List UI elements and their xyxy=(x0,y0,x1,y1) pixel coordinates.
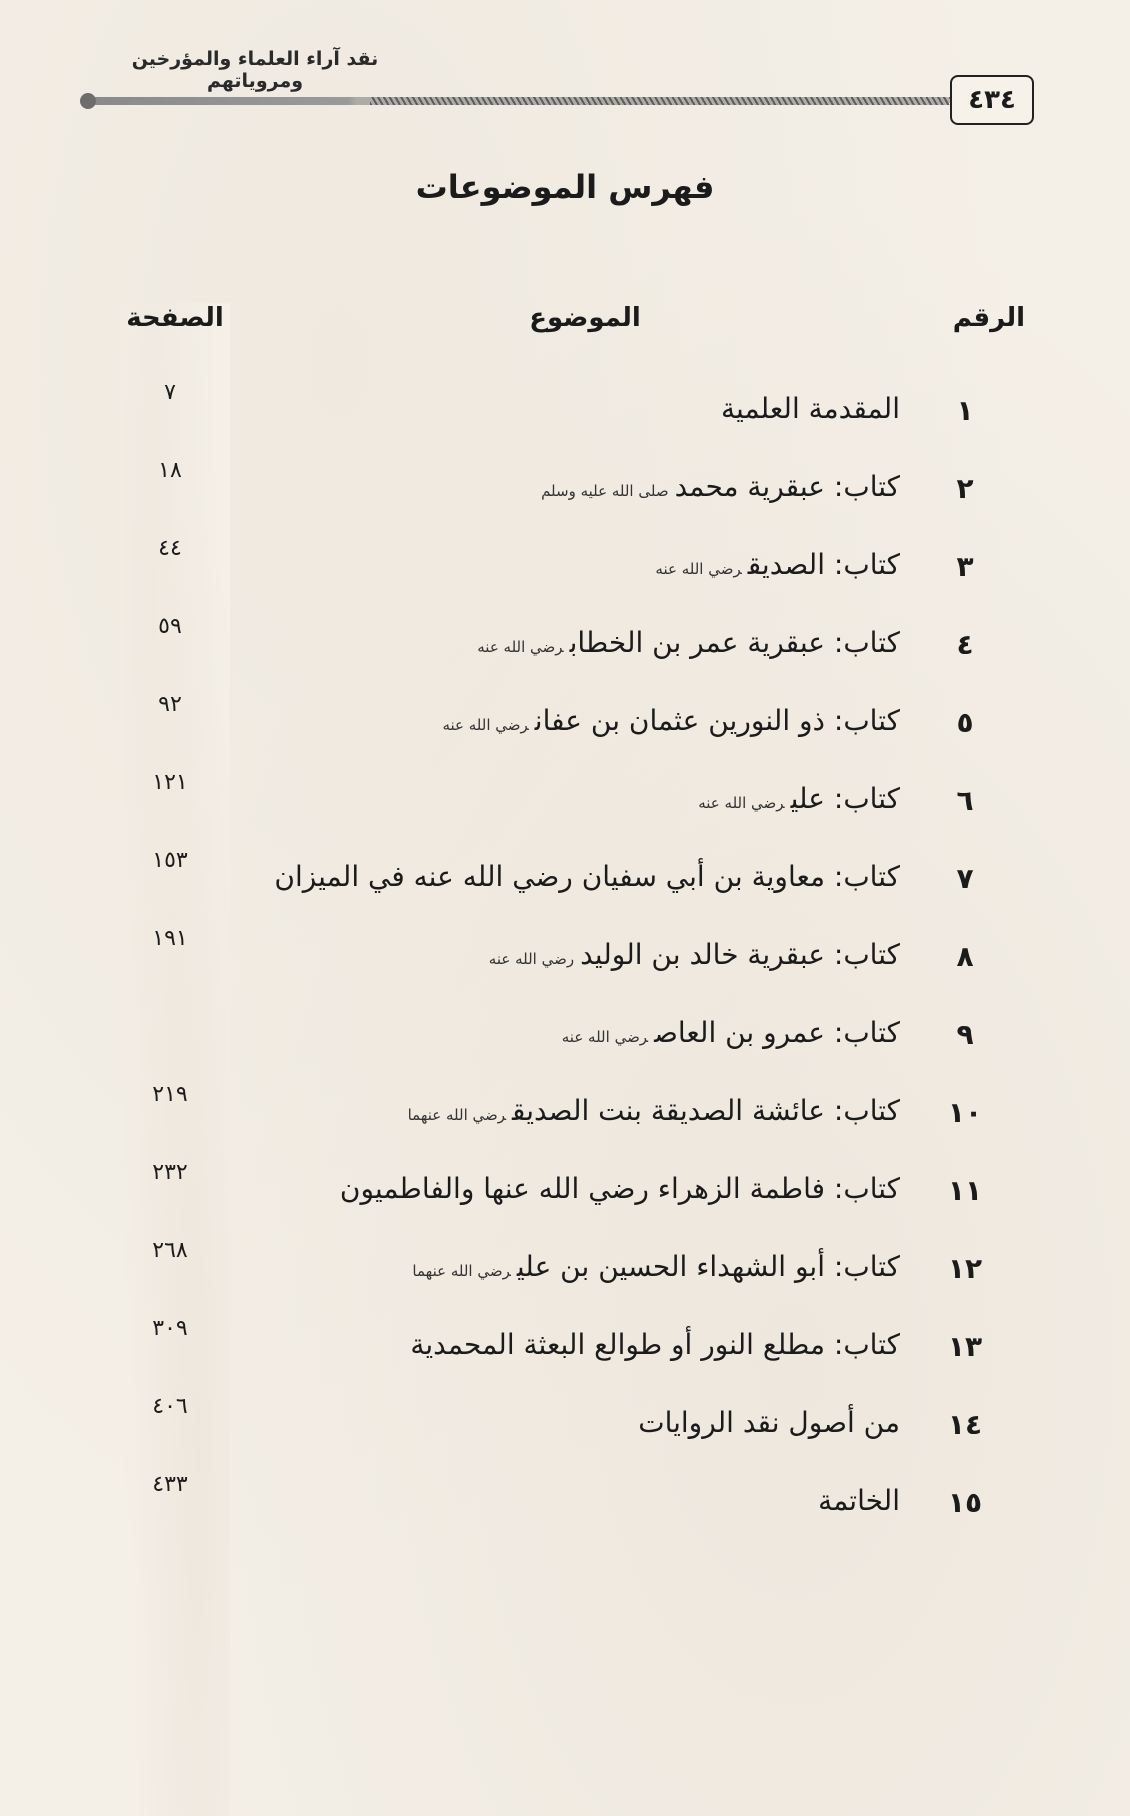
toc-entry-topic-text: كتاب: عائشة الصديقة بنت الصديق xyxy=(512,1094,900,1127)
toc-entry-honorific: رضي الله عنه xyxy=(698,794,785,812)
toc-entry-page: ٢٦٨ xyxy=(152,1238,188,1263)
toc-entry-honorific: رضي الله عنه xyxy=(477,638,564,656)
toc-entry-number: ٥ xyxy=(956,706,974,739)
toc-entry-number: ٢ xyxy=(956,472,974,505)
toc-row xyxy=(0,1316,1130,1376)
column-header-topic: الموضوع xyxy=(529,303,641,333)
toc-entry-number: ٨ xyxy=(956,940,974,973)
toc-entry-page: ٥٩ xyxy=(158,614,182,639)
toc-entry-topic-text: المقدمة العلمية xyxy=(720,392,900,425)
toc-entry-honorific: رضي الله عنه xyxy=(488,950,575,968)
running-header-title: نقد آراء العلماء والمؤرخين ومروياتهم xyxy=(131,48,379,92)
toc-entry-honorific: رضي الله عنه xyxy=(655,560,742,578)
toc-row xyxy=(0,1082,1130,1142)
toc-row xyxy=(0,770,1130,830)
toc-row xyxy=(0,926,1130,986)
toc-entry-topic-text: كتاب: فاطمة الزهراء رضي الله عنها والفاطميون xyxy=(339,1172,900,1205)
toc-entry-page: ٣٠٩ xyxy=(152,1316,188,1341)
toc-row xyxy=(0,1004,1130,1064)
column-header-page: الصفحة xyxy=(120,303,230,1816)
toc-entry-number: ١٣ xyxy=(947,1330,983,1363)
toc-entry-topic xyxy=(300,938,900,971)
toc-entry-topic xyxy=(300,1406,900,1439)
toc-row xyxy=(0,692,1130,752)
toc-entry-topic xyxy=(300,1328,900,1361)
toc-entry-topic xyxy=(300,1094,900,1127)
toc-row xyxy=(0,536,1130,596)
toc-entry-topic xyxy=(300,1250,900,1283)
toc-entry-number: ١٠ xyxy=(947,1096,983,1129)
toc-entry-topic-text: كتاب: ذو النورين عثمان بن عفان xyxy=(534,704,900,737)
toc-entry-topic xyxy=(300,548,900,581)
header-rule xyxy=(80,93,950,105)
toc-entry-page: ١٢١ xyxy=(152,770,188,795)
column-header-number: الرقم xyxy=(952,303,1025,333)
toc-entry-number: ٩ xyxy=(956,1018,974,1051)
toc-entry-topic-text: كتاب: الصديق xyxy=(747,548,900,581)
toc-entry-number: ١٤ xyxy=(947,1408,983,1441)
toc-row xyxy=(0,848,1130,908)
toc-entry-number: ٤ xyxy=(956,628,974,661)
toc-entry-page: ١٥٣ xyxy=(152,848,188,873)
toc-entry-topic xyxy=(300,1172,900,1205)
toc-entry-topic-text: كتاب: عبقرية محمد xyxy=(674,470,900,503)
toc-entry-topic-text: كتاب: عبقرية عمر بن الخطاب xyxy=(569,626,900,659)
toc-entry-topic-text: كتاب: أبو الشهداء الحسين بن علي xyxy=(516,1250,900,1283)
toc-entry-honorific: رضي الله عنهما xyxy=(412,1262,511,1280)
toc-entry-topic xyxy=(300,782,900,815)
toc-entry-number: ١ xyxy=(956,394,974,427)
toc-entry-topic xyxy=(274,860,900,893)
toc-entry-page: ٩٢ xyxy=(158,692,182,717)
toc-entry-topic xyxy=(300,704,900,737)
toc-entry-topic-text: الخاتمة xyxy=(818,1484,900,1517)
toc-entry-topic xyxy=(300,1484,900,1517)
toc-entry-topic xyxy=(300,1016,900,1049)
toc-row xyxy=(0,1160,1130,1220)
toc-entry-topic xyxy=(300,392,900,425)
toc-entry-number: ٣ xyxy=(956,550,974,583)
toc-entry-honorific: رضي الله عنه xyxy=(561,1028,649,1046)
toc-entry-page: ١٨ xyxy=(158,458,182,483)
toc-entry-number: ٧ xyxy=(956,862,974,895)
toc-entry-page: ٢٣٢ xyxy=(152,1160,188,1185)
header-rule-dot xyxy=(80,93,96,109)
toc-entry-number: ١٢ xyxy=(947,1252,983,1285)
toc-entry-page: ٤٤ xyxy=(158,536,182,561)
toc-entry-honorific: رضي الله عنه xyxy=(442,716,529,734)
toc-entry-page: ٤٠٦ xyxy=(152,1394,188,1419)
toc-row xyxy=(0,1238,1130,1298)
toc-row xyxy=(0,1394,1130,1454)
header-rule-hatch xyxy=(370,97,950,105)
toc-entry-topic-text: كتاب: علي xyxy=(790,782,900,815)
toc-entry-honorific: رضي الله عنهما xyxy=(407,1106,507,1124)
toc-row xyxy=(0,458,1130,518)
toc-entry-honorific: صلى الله عليه وسلم xyxy=(541,482,669,500)
toc-entry-page: ٧ xyxy=(164,380,176,405)
toc-entry-topic-text: من أصول نقد الروايات xyxy=(638,1406,900,1439)
toc-row xyxy=(0,614,1130,674)
toc-entry-topic-text: كتاب: مطلع النور أو طوالع البعثة المحمدية xyxy=(410,1328,900,1361)
toc-entry-page: ١٩١ xyxy=(152,926,188,951)
toc-entry-number: ٦ xyxy=(956,784,974,817)
toc-entry-topic-text: كتاب: معاوية بن أبي سفيان رضي الله عنه في الميزان xyxy=(274,860,900,893)
toc-entry-topic xyxy=(300,470,900,503)
toc-entry-number: ١١ xyxy=(947,1174,983,1207)
page-number: ٤٣٤ xyxy=(950,75,1034,125)
toc-entry-topic-text: كتاب: عبقرية خالد بن الوليد xyxy=(580,938,900,971)
toc-entry-page: ٢١٩ xyxy=(152,1082,188,1107)
toc-entry-topic-text: كتاب: عمرو بن العاص xyxy=(654,1016,900,1049)
toc-entry-number: ١٥ xyxy=(947,1486,983,1519)
table-of-contents xyxy=(0,380,1130,1550)
toc-row xyxy=(0,1472,1130,1532)
toc-row xyxy=(0,380,1130,440)
toc-entry-topic xyxy=(300,626,900,659)
toc-entry-page: ٤٣٣ xyxy=(152,1472,188,1497)
page-title: فهرس الموضوعات xyxy=(415,168,715,206)
